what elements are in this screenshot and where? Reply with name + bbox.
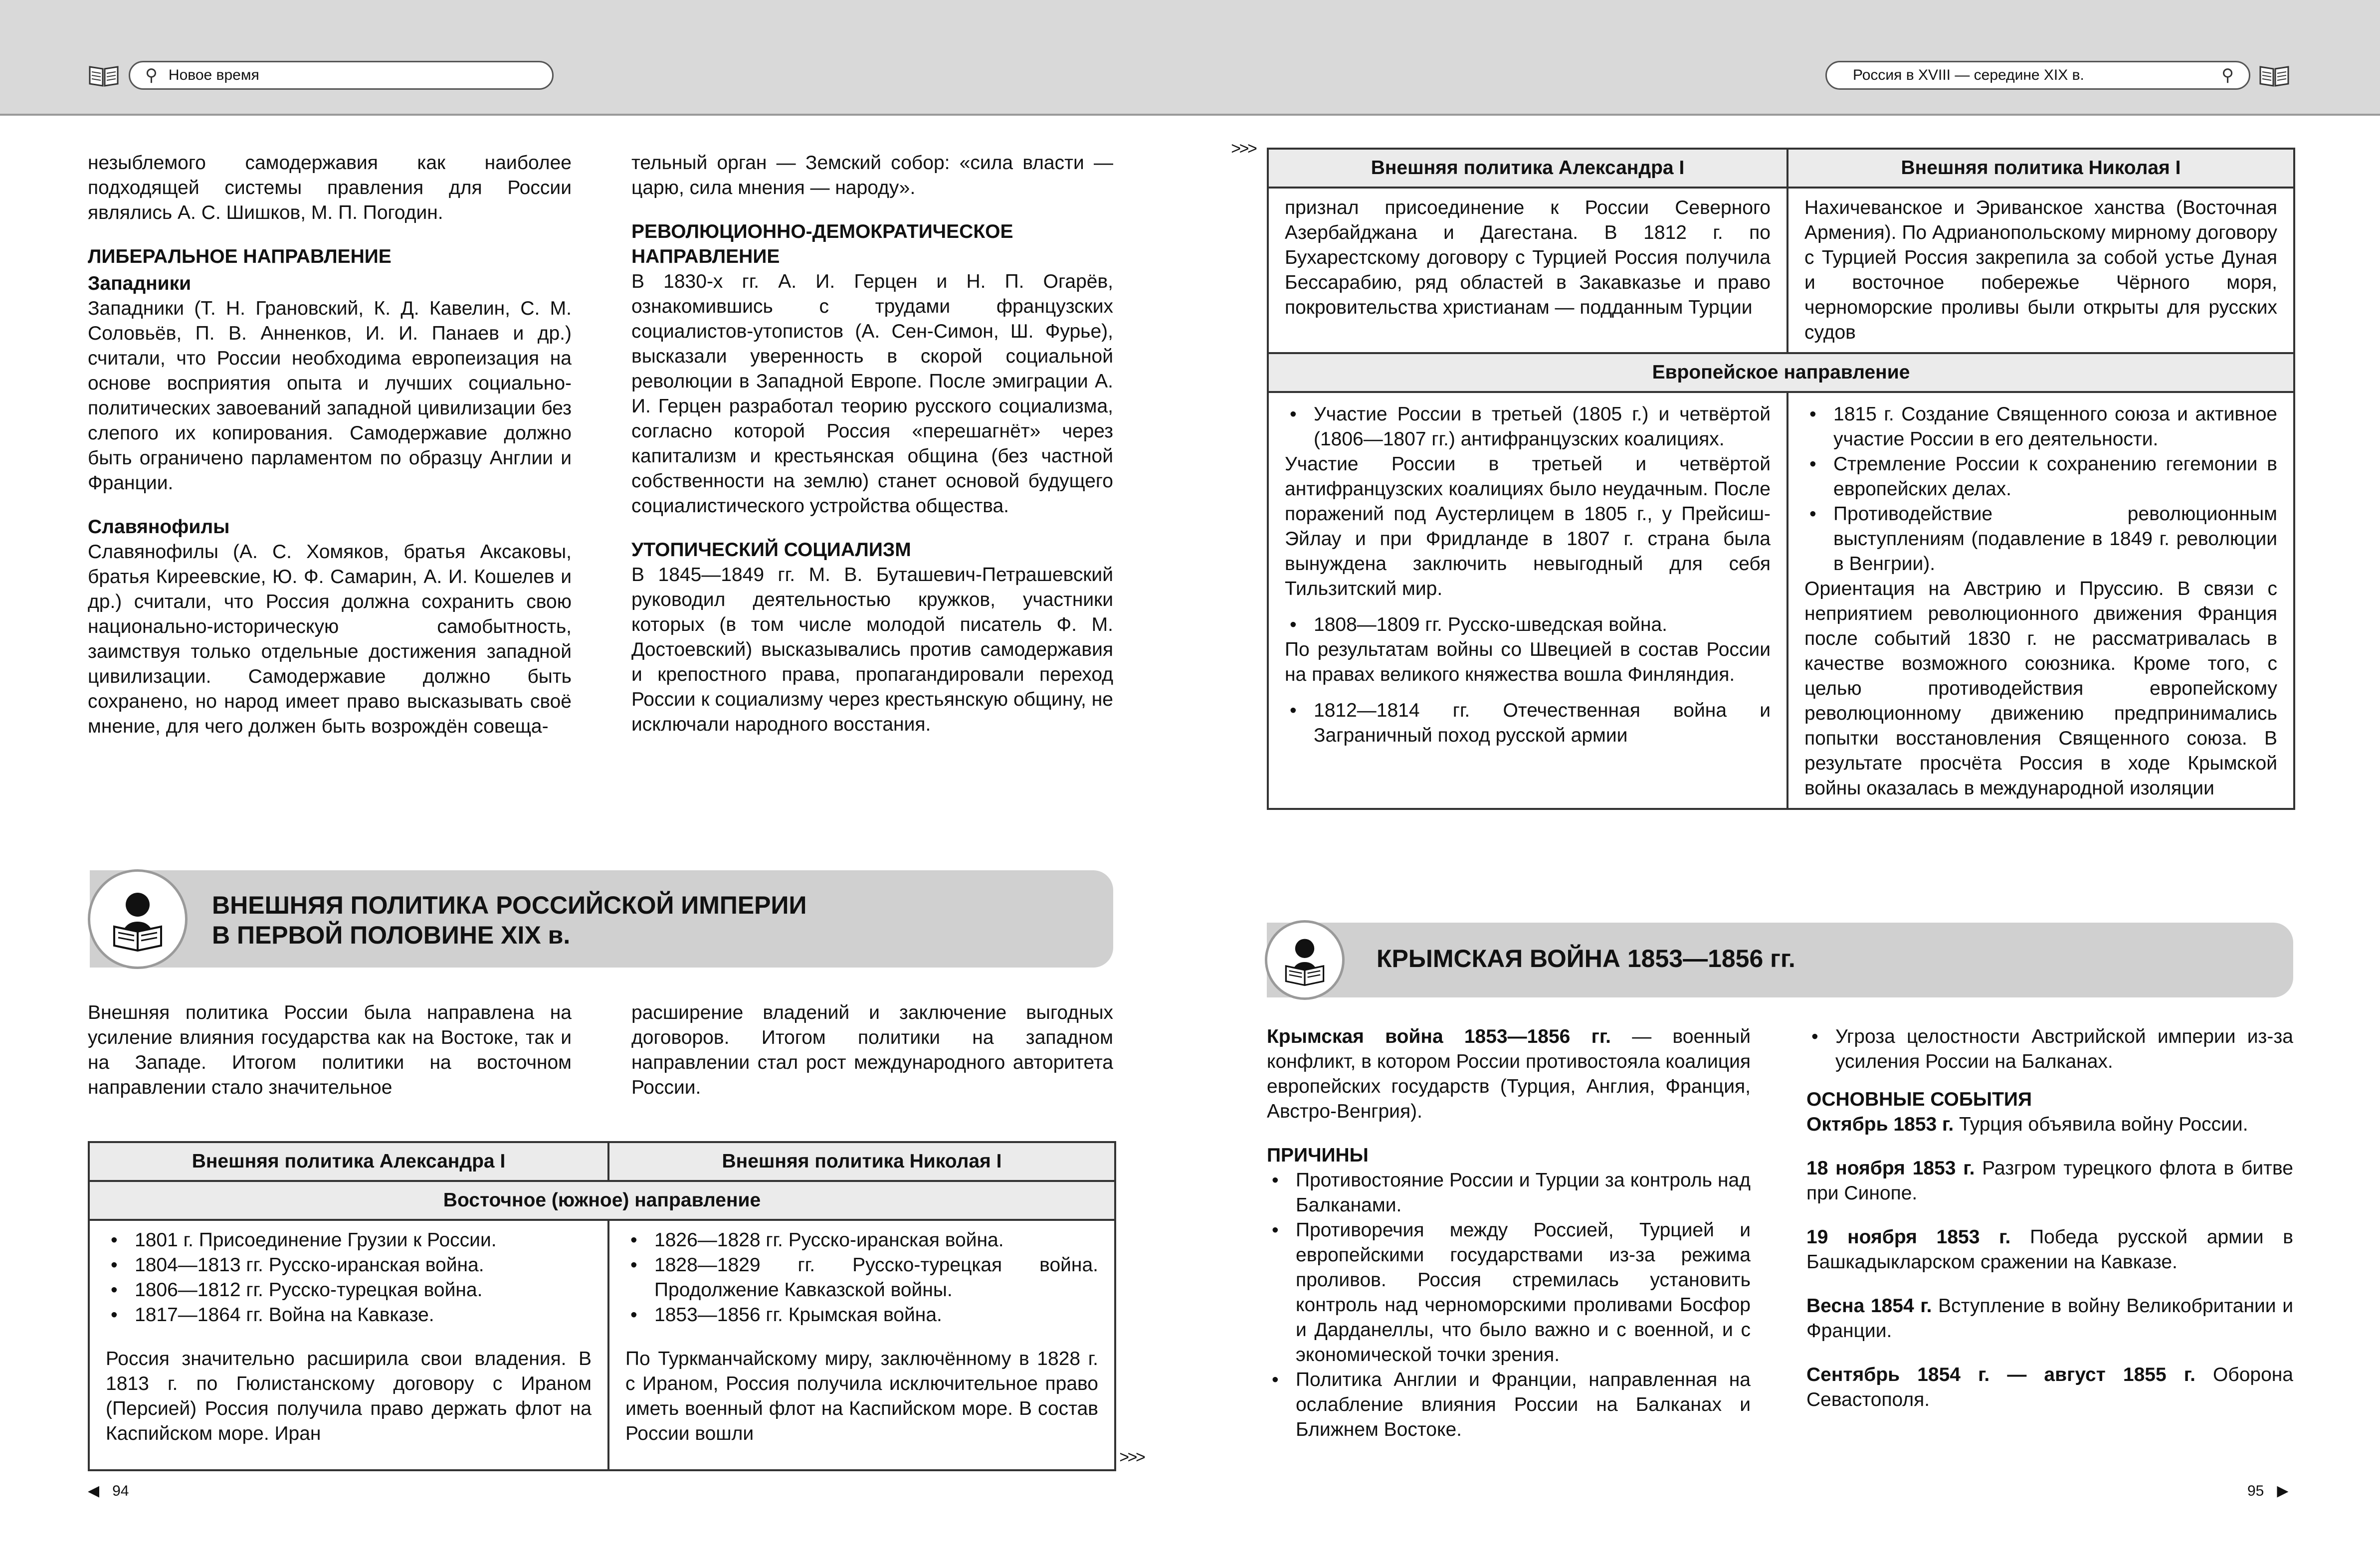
search-text-left: Новое время [168, 67, 259, 83]
list-item: • 1853—1856 гг. Крымская война. [625, 1303, 1098, 1328]
table-section-row [1268, 353, 2294, 392]
list-item: • 1801 г. Присоединение Грузии к России. [106, 1228, 592, 1253]
event-text: Разгром турецкого флота в битве при Синопе. [1806, 1158, 2293, 1204]
paragraph: Западники (Т. Н. Грановский, К. Д. Кавелин, С. М. Соловьёв, П. В. Анненков, И. И. Панаев и др.) считали, что России необходима европеизация на основе восприятия опыта и лучших социально-политических завоеваний западной цивилизации без слепого их копирования. Самодержавие должно быть ограничено парламентом по образцу Англии и Франции. [88, 298, 572, 494]
cell-text: Ориентация на Австрию и Пруссию. В связи с неприятием революционного движения Франция после событий 1830 г. не рассматривалась в качестве возможного союзника. Кроме того, с целью противодействия европейскому революционному движению предпринимались попытки восстановления Священного союза. В результате просчёта Россия в ходе Крымской войны оказалась в международной изоляции [1804, 578, 2277, 799]
event [1806, 1294, 2293, 1344]
table-header-cell: Внешняя политика Александра I [89, 1142, 608, 1181]
table-cell: признал присоединение к России Северного Азербайджана и Дагестана. В 1812 г. по Бухарестскому договору с Турцией Россия получила Бессарабию, ряд областей в Закавказье и право покровительства христианам — подданным Турции [1268, 188, 1787, 353]
event-date: Октябрь 1853 г. [1806, 1114, 1954, 1135]
list-item: • Противоречия между Россией, Турцией и европейскими государствами из-за режима проливов. Россия стремилась установить контроль над черноморскими проливами Босфор и Дарданеллы, что было важно и с военной, и с экономической точки зрения. [1267, 1218, 1751, 1367]
list-item: • 1828—1829 гг. Русско-турецкая война. Продолжение Кавказской войны. [625, 1253, 1098, 1303]
foreign-policy-table-continued [1267, 148, 2295, 810]
table-cell [608, 1220, 1115, 1470]
table-section-row [89, 1181, 1115, 1220]
list-item: • Стремление России к сохранению гегемонии в европейских делах. [1804, 452, 2277, 502]
reader-icon [1265, 920, 1345, 1000]
search-input-right[interactable] [1825, 61, 2250, 90]
list-item: • Участие России в третьей (1805 г.) и четвёртой (1806—1807 гг.) антифранцузских коалициях. [1285, 402, 1771, 452]
crimean-column-1 [1267, 1024, 1751, 1442]
list-item: • 1804—1813 гг. Русско-иранская война. [106, 1253, 592, 1278]
event-date: Весна 1854 г. [1806, 1295, 1932, 1317]
section-banner [90, 870, 1113, 968]
table-section-cell: Восточное (южное) направление [89, 1181, 1115, 1220]
banner-title [212, 890, 806, 950]
paragraph: Славянофилы (А. С. Хомяков, братья Аксаковы, братья Киреевские, Ю. Ф. Самарин, А. И. Кошелев и др.) считали, что Россия должна сохранить свою национально-историческую самобытность, заимствуя только отдельные достижения западной цивилизации. Самодержавие должно быть сохранено, но народ имеет право высказывать своё мнение, для чего должен быть возрождён совеща- [88, 541, 572, 737]
table-row [1268, 392, 2294, 809]
subheading: Славянофилы [88, 516, 230, 538]
page-number-right [2247, 1482, 2288, 1500]
page-number: 95 [2247, 1482, 2264, 1499]
list-item: • 1815 г. Создание Священного союза и активное участие России в его деятельности. [1804, 402, 2277, 452]
paragraph: незыблемого самодержавия как наиболее подходящей системы правления для России являлись А. С. Шишков, М. П. Погодин. [88, 152, 572, 223]
list-item: • 1808—1809 гг. Русско-шведская война. [1285, 612, 1771, 637]
bullet-list [1285, 612, 1771, 637]
bullet-list [1285, 698, 1771, 748]
table-header-row [89, 1142, 1115, 1181]
event [1806, 1112, 2293, 1137]
fp-column-2 [631, 1000, 1113, 1119]
causes-list-continued [1806, 1024, 2293, 1074]
table-header-cell: Внешняя политика Николая I [608, 1142, 1115, 1181]
table-cell [1268, 392, 1787, 809]
list-item: • 1826—1828 гг. Русско-иранская война. [625, 1228, 1098, 1253]
event-date: Сентябрь 1854 г. — август 1855 г. [1806, 1364, 2195, 1385]
section-heading: ПРИЧИНЫ [1267, 1145, 1369, 1166]
event [1806, 1156, 2293, 1206]
page-number-left [88, 1482, 129, 1500]
section-heading: ЛИБЕРАЛЬНОЕ НАПРАВЛЕНИЕ [88, 246, 392, 267]
paragraph: В 1830-х гг. А. И. Герцен и Н. П. Огарёв, ознакомившись с трудами французских социалистов-утопистов (А. Сен-Симон, Ш. Фурье), высказали уверенность в скорой социальной революции в Западной Европе. После эмиграции А. И. Герцен разработал теорию русского социализма, согласно которой Россия «перешагнёт» через капитализм и крестьянская община (без частной собственности на землю) станет основой будущего социалистического устройства общества. [631, 271, 1113, 517]
page-header [0, 0, 2380, 116]
list-item: • 1817—1864 гг. Война на Кавказе. [106, 1303, 592, 1328]
book-icon [2258, 64, 2290, 88]
cell-text: По результатам войны со Швецией в состав России на правах великого княжества вошла Финляндия. [1285, 639, 1771, 685]
bullet-list [1285, 402, 1771, 452]
left-column-2 [631, 151, 1113, 756]
reader-icon [88, 869, 188, 969]
section-heading: РЕВОЛЮЦИОННО-ДЕМОКРАТИЧЕСКОЕ НАПРАВЛЕНИЕ [631, 221, 1013, 267]
continue-arrows: >>> [1231, 141, 1256, 160]
section-heading: УТОПИЧЕСКИЙ СОЦИАЛИЗМ [631, 539, 911, 561]
list-item: • 1812—1814 гг. Отечественная война и Заграничный поход русской армии [1285, 698, 1771, 748]
causes-list [1267, 1168, 1751, 1442]
event [1806, 1363, 2293, 1412]
prev-page-icon[interactable]: ◀ [88, 1483, 100, 1499]
list-item: • 1806—1812 гг. Русско-турецкая война. [106, 1278, 592, 1303]
paragraph: В 1845—1849 гг. М. В. Буташевич-Петрашевский руководил деятельностью кружков, участники которых (в том числе молодой писатель Ф. М. Достоевский) высказывались против самодержавия и крепостного права, пропагандировали переход России к социализму через крестьянскую общину, не исключали народного восстания. [631, 564, 1113, 735]
definition-term: Крымская война 1853—1856 гг. [1267, 1026, 1611, 1047]
paragraph: тельный орган — Земский собор: «сила власти — царю, сила мнения — народу». [631, 152, 1113, 198]
left-column-1 [88, 151, 572, 758]
table-section-cell: Европейское направление [1268, 353, 2294, 392]
list-item: • Противодействие революционным выступлениям (подавление в 1849 г. революции в Венгрии). [1804, 502, 2277, 577]
search-icon: ⚲ [145, 66, 158, 85]
search-icon: ⚲ [2221, 66, 2234, 85]
definition-text: — военный конфликт, в котором России противостояла коалиция европейских государств (Турция, Англия, Франция, Австро-Венгрия). [1267, 1026, 1751, 1122]
table-cell [89, 1220, 608, 1470]
event-text: Победа русской армии в Башкадыкларском сражении на Кавказе. [1806, 1226, 2293, 1273]
bullet-list [625, 1228, 1098, 1328]
table-header-cell: Внешняя политика Александра I [1268, 149, 1787, 188]
page-number: 94 [112, 1482, 129, 1499]
list-item: • Политика Англии и Франции, направленная на ослабление влияния России на Балканах и Ближнем Востоке. [1267, 1367, 1751, 1442]
table-header-row [1268, 149, 2294, 188]
section-heading: ОСНОВНЫЕ СОБЫТИЯ [1806, 1089, 2032, 1110]
event-text: Турция объявила войну России. [1954, 1114, 2248, 1135]
event-date: 18 ноября 1853 г. [1806, 1158, 1975, 1179]
search-input-left[interactable] [129, 61, 554, 90]
banner-title-line: В ПЕРВОЙ ПОЛОВИНЕ XIX в. [212, 921, 571, 949]
bullet-list [106, 1228, 592, 1328]
event-date: 19 ноября 1853 г. [1806, 1226, 2011, 1248]
fp-column-1 [88, 1000, 572, 1119]
search-text-right: Россия в XVIII — середине XIX в. [1853, 67, 2084, 83]
table-row [1268, 188, 2294, 353]
table-row [89, 1220, 1115, 1470]
crimean-column-2 [1806, 1024, 2293, 1431]
continue-arrows: >>> [1119, 1449, 1144, 1468]
paragraph: расширение владений и заключение выгодных договоров. Итогом политики на западном направлении стал рост международного авторитета России. [631, 1002, 1113, 1098]
banner-title: КРЫМСКАЯ ВОЙНА 1853—1856 гг. [1377, 945, 1795, 973]
paragraph: Внешняя политика России была направлена на усиление влияния государства как на Востоке, так и на Западе. Итогом политики на восточном направлении стало значительное [88, 1002, 572, 1098]
cell-text: По Туркманчайскому миру, заключённому в 1828 г. с Ираном, Россия получила исключительное право иметь военный флот на Каспийском море. В состав России вошли [625, 1348, 1098, 1444]
list-item: • Противостояние России и Турции за контроль над Балканами. [1267, 1168, 1751, 1218]
section-banner [1267, 923, 2293, 997]
event [1806, 1225, 2293, 1275]
table-cell: Нахичеванское и Эриванское ханства (Восточная Армения). По Адрианопольскому мирному договору с Турцией Россия закрепила за собой устье Дуная и восточное побережье Чёрного моря, черноморские проливы были открыты для русских судов [1787, 188, 2294, 353]
next-page-icon[interactable]: ▶ [2277, 1483, 2289, 1499]
definition [1267, 1024, 1751, 1124]
bullet-list [1804, 402, 2277, 577]
table-cell [1787, 392, 2294, 809]
foreign-policy-table [88, 1141, 1116, 1471]
list-item: • Угроза целостности Австрийской империи из-за усиления России на Балканах. [1806, 1024, 2293, 1074]
cell-text: Участие России в третьей и четвёртой антифранцузских коалициях было неудачным. После поражений под Аустерлицем в 1805 г., у Прейсиш-Эйлау и при Фридланде в 1807 г. страна была вынуждена заключить невыгодный для себя Тильзитский мир. [1285, 453, 1771, 599]
table-header-cell: Внешняя политика Николая I [1787, 149, 2294, 188]
event-text: Вступление в войну Великобритании и Франции. [1806, 1295, 2293, 1342]
event-text: Оборона Севастополя. [1806, 1364, 2293, 1410]
subheading: Западники [88, 273, 192, 294]
cell-text: Россия значительно расширила свои владения. В 1813 г. по Гюлистанскому договору с Ираном (Персией) Россия получила право держать флот на Каспийском море. Иран [106, 1348, 592, 1444]
banner-title-line: ВНЕШНЯЯ ПОЛИТИКА РОССИЙСКОЙ ИМПЕРИИ [212, 891, 807, 919]
book-icon [88, 64, 120, 88]
